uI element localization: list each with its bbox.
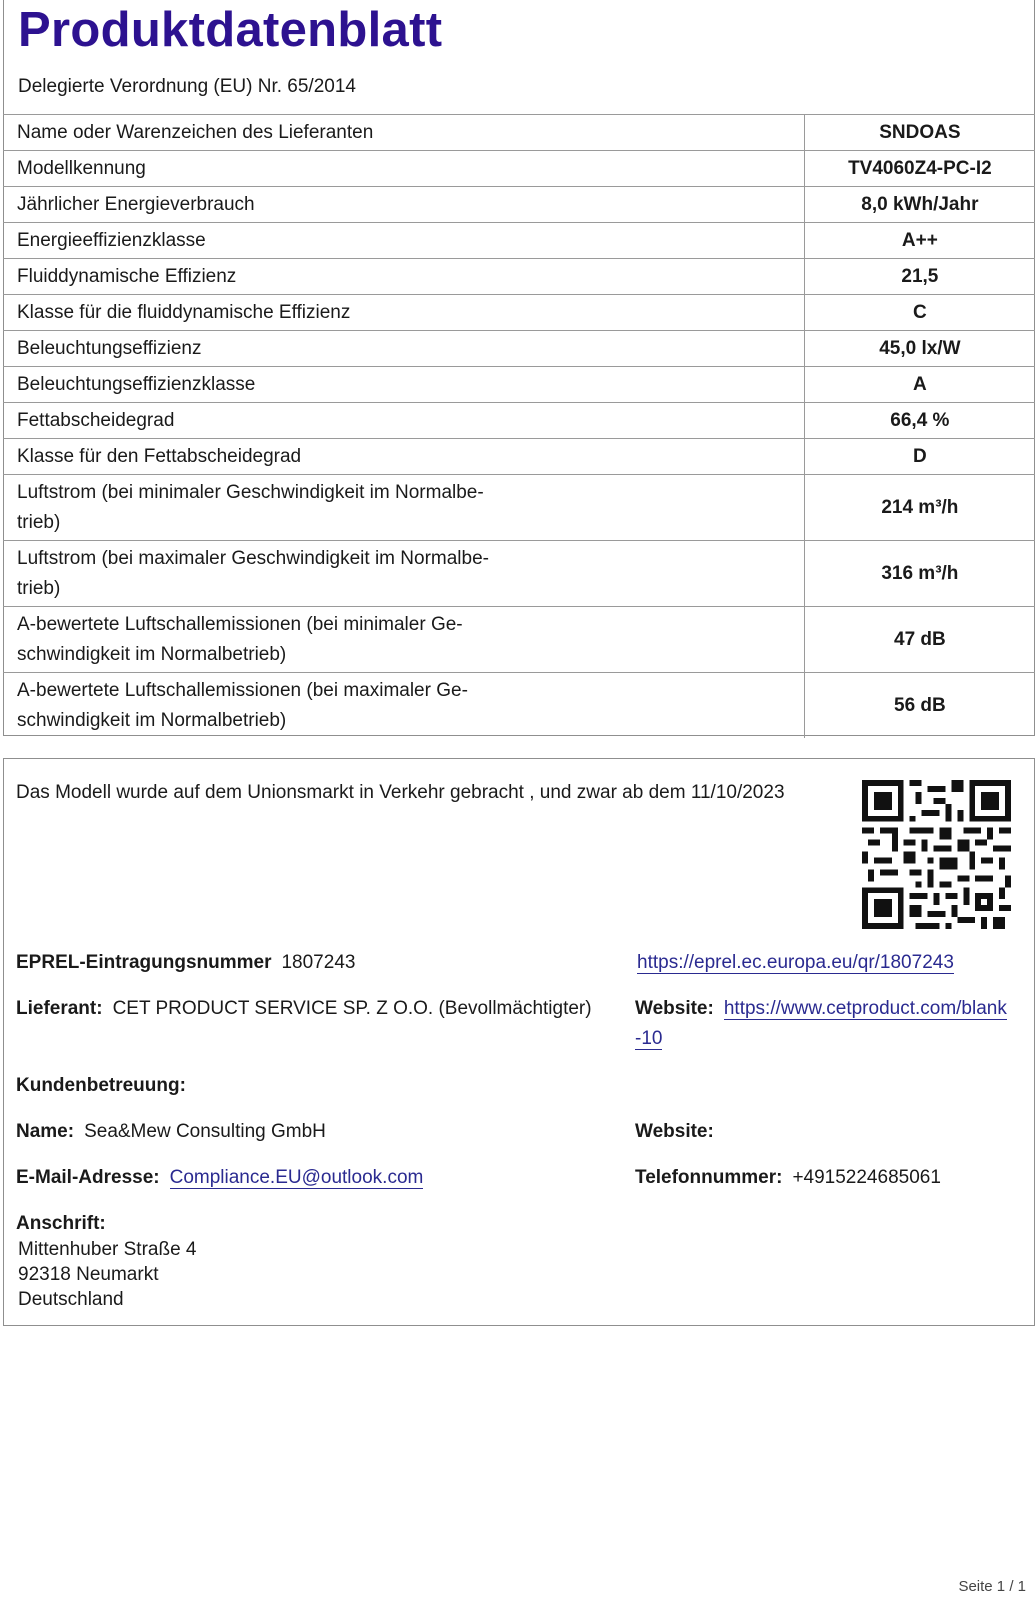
- row-label: Name oder Warenzeichen des Lieferanten: [3, 115, 804, 151]
- row-label-line: trieb): [17, 577, 61, 599]
- supplier-website-link[interactable]: https://www.cetproduct.com/blank: [723, 998, 1007, 1019]
- row-label-line: Luftstrom (bei maximaler Geschwindigkeit im Normalbe-: [17, 547, 489, 569]
- supplier-website: [635, 998, 1007, 1020]
- row-label: [3, 475, 804, 541]
- supplier-website-label: Website:: [635, 998, 714, 1019]
- regulation-reference: Delegierte Verordnung (EU) Nr. 65/2014: [18, 76, 356, 97]
- table-row: [3, 151, 1035, 187]
- supplier-entry: [16, 998, 592, 1020]
- page-number: Seite 1 / 1: [958, 1578, 1026, 1595]
- row-value: 21,5: [804, 259, 1035, 295]
- table-row: [3, 673, 1035, 739]
- eprel-number: 1807243: [281, 952, 356, 973]
- email-link[interactable]: Compliance.EU@outlook.com: [169, 1167, 424, 1188]
- row-label: Jährlicher Energieverbrauch: [3, 187, 804, 223]
- row-value: 47 dB: [804, 607, 1035, 673]
- table-row: [3, 187, 1035, 223]
- qr-code-icon[interactable]: [862, 780, 1011, 929]
- address-line: Deutschland: [18, 1289, 124, 1310]
- phone-value: +4915224685061: [792, 1167, 941, 1188]
- phone-label: Telefonnummer:: [635, 1167, 783, 1188]
- supplier-name: CET PRODUCT SERVICE SP. Z O.O. (Bevollmächtigter): [112, 998, 592, 1019]
- row-label-line: A-bewertete Luftschallemissionen (bei maximaler Ge-: [17, 679, 468, 701]
- row-value: C: [804, 295, 1035, 331]
- row-label: [3, 607, 804, 673]
- row-label-line: A-bewertete Luftschallemissionen (bei minimaler Ge-: [17, 613, 463, 635]
- eprel-link[interactable]: https://eprel.ec.europa.eu/qr/1807243: [637, 952, 954, 973]
- row-label: Beleuchtungseffizienz: [3, 331, 804, 367]
- row-value: A: [804, 367, 1035, 403]
- row-label-line: schwindigkeit im Normalbetrieb): [17, 643, 287, 665]
- customer-website-entry: [635, 1121, 724, 1143]
- row-value: 45,0 lx/W: [804, 331, 1035, 367]
- spec-table: [3, 114, 1035, 738]
- table-row: [3, 115, 1035, 151]
- table-row: [3, 331, 1035, 367]
- row-value: D: [804, 439, 1035, 475]
- table-row: [3, 607, 1035, 673]
- table-row: [3, 403, 1035, 439]
- row-label: [3, 673, 804, 739]
- row-label: Klasse für den Fettabscheidegrad: [3, 439, 804, 475]
- name-value: Sea&Mew Consulting GmbH: [84, 1121, 326, 1142]
- row-label: Energieeffizienzklasse: [3, 223, 804, 259]
- table-row: [3, 439, 1035, 475]
- eprel-link-wrap: [637, 952, 954, 974]
- address-heading: [16, 1213, 116, 1235]
- row-label: Beleuchtungseffizienzklasse: [3, 367, 804, 403]
- row-value: TV4060Z4-PC-I2: [804, 151, 1035, 187]
- row-value: 56 dB: [804, 673, 1035, 739]
- customer-website-label: Website:: [635, 1121, 714, 1142]
- row-value: 214 m³/h: [804, 475, 1035, 541]
- row-label: Fluiddynamische Effizienz: [3, 259, 804, 295]
- row-label-line: trieb): [17, 511, 61, 533]
- address-line: 92318 Neumarkt: [18, 1264, 159, 1285]
- row-value: A++: [804, 223, 1035, 259]
- customer-service-heading: [16, 1075, 196, 1097]
- page-title: Produktdatenblatt: [18, 3, 443, 57]
- customer-name-entry: [16, 1121, 326, 1143]
- table-row: [3, 475, 1035, 541]
- table-row: [3, 259, 1035, 295]
- row-value: 66,4 %: [804, 403, 1035, 439]
- name-label: Name:: [16, 1121, 75, 1142]
- table-row: [3, 367, 1035, 403]
- row-label: [3, 541, 804, 607]
- table-row: [3, 295, 1035, 331]
- supplier-website-cont: [635, 1028, 662, 1050]
- customer-service-label: Kundenbetreuung:: [16, 1075, 186, 1096]
- row-value: 8,0 kWh/Jahr: [804, 187, 1035, 223]
- email-entry: [16, 1167, 423, 1189]
- email-label: E-Mail-Adresse:: [16, 1167, 160, 1188]
- eprel-entry: [16, 952, 355, 974]
- eprel-label: EPREL-Eintragungsnummer: [16, 952, 272, 973]
- address-label: Anschrift:: [16, 1213, 106, 1234]
- row-value: 316 m³/h: [804, 541, 1035, 607]
- table-row: [3, 223, 1035, 259]
- row-label: Fettabscheidegrad: [3, 403, 804, 439]
- row-label: Modellkennung: [3, 151, 804, 187]
- row-label: Klasse für die fluiddynamische Effizienz: [3, 295, 804, 331]
- phone-entry: [635, 1167, 941, 1189]
- supplier-label: Lieferant:: [16, 998, 103, 1019]
- row-label-line: Luftstrom (bei minimaler Geschwindigkeit im Normalbe-: [17, 481, 484, 503]
- row-value: SNDOAS: [804, 115, 1035, 151]
- product-data-section: [3, 0, 1035, 736]
- address-line: Mittenhuber Straße 4: [18, 1239, 197, 1260]
- table-row: [3, 541, 1035, 607]
- supplier-website-link-cont[interactable]: -10: [635, 1028, 663, 1049]
- row-label-line: schwindigkeit im Normalbetrieb): [17, 709, 287, 731]
- market-date-text: Das Modell wurde auf dem Unionsmarkt in Verkehr gebracht , und zwar ab dem 11/10/2023: [16, 782, 785, 803]
